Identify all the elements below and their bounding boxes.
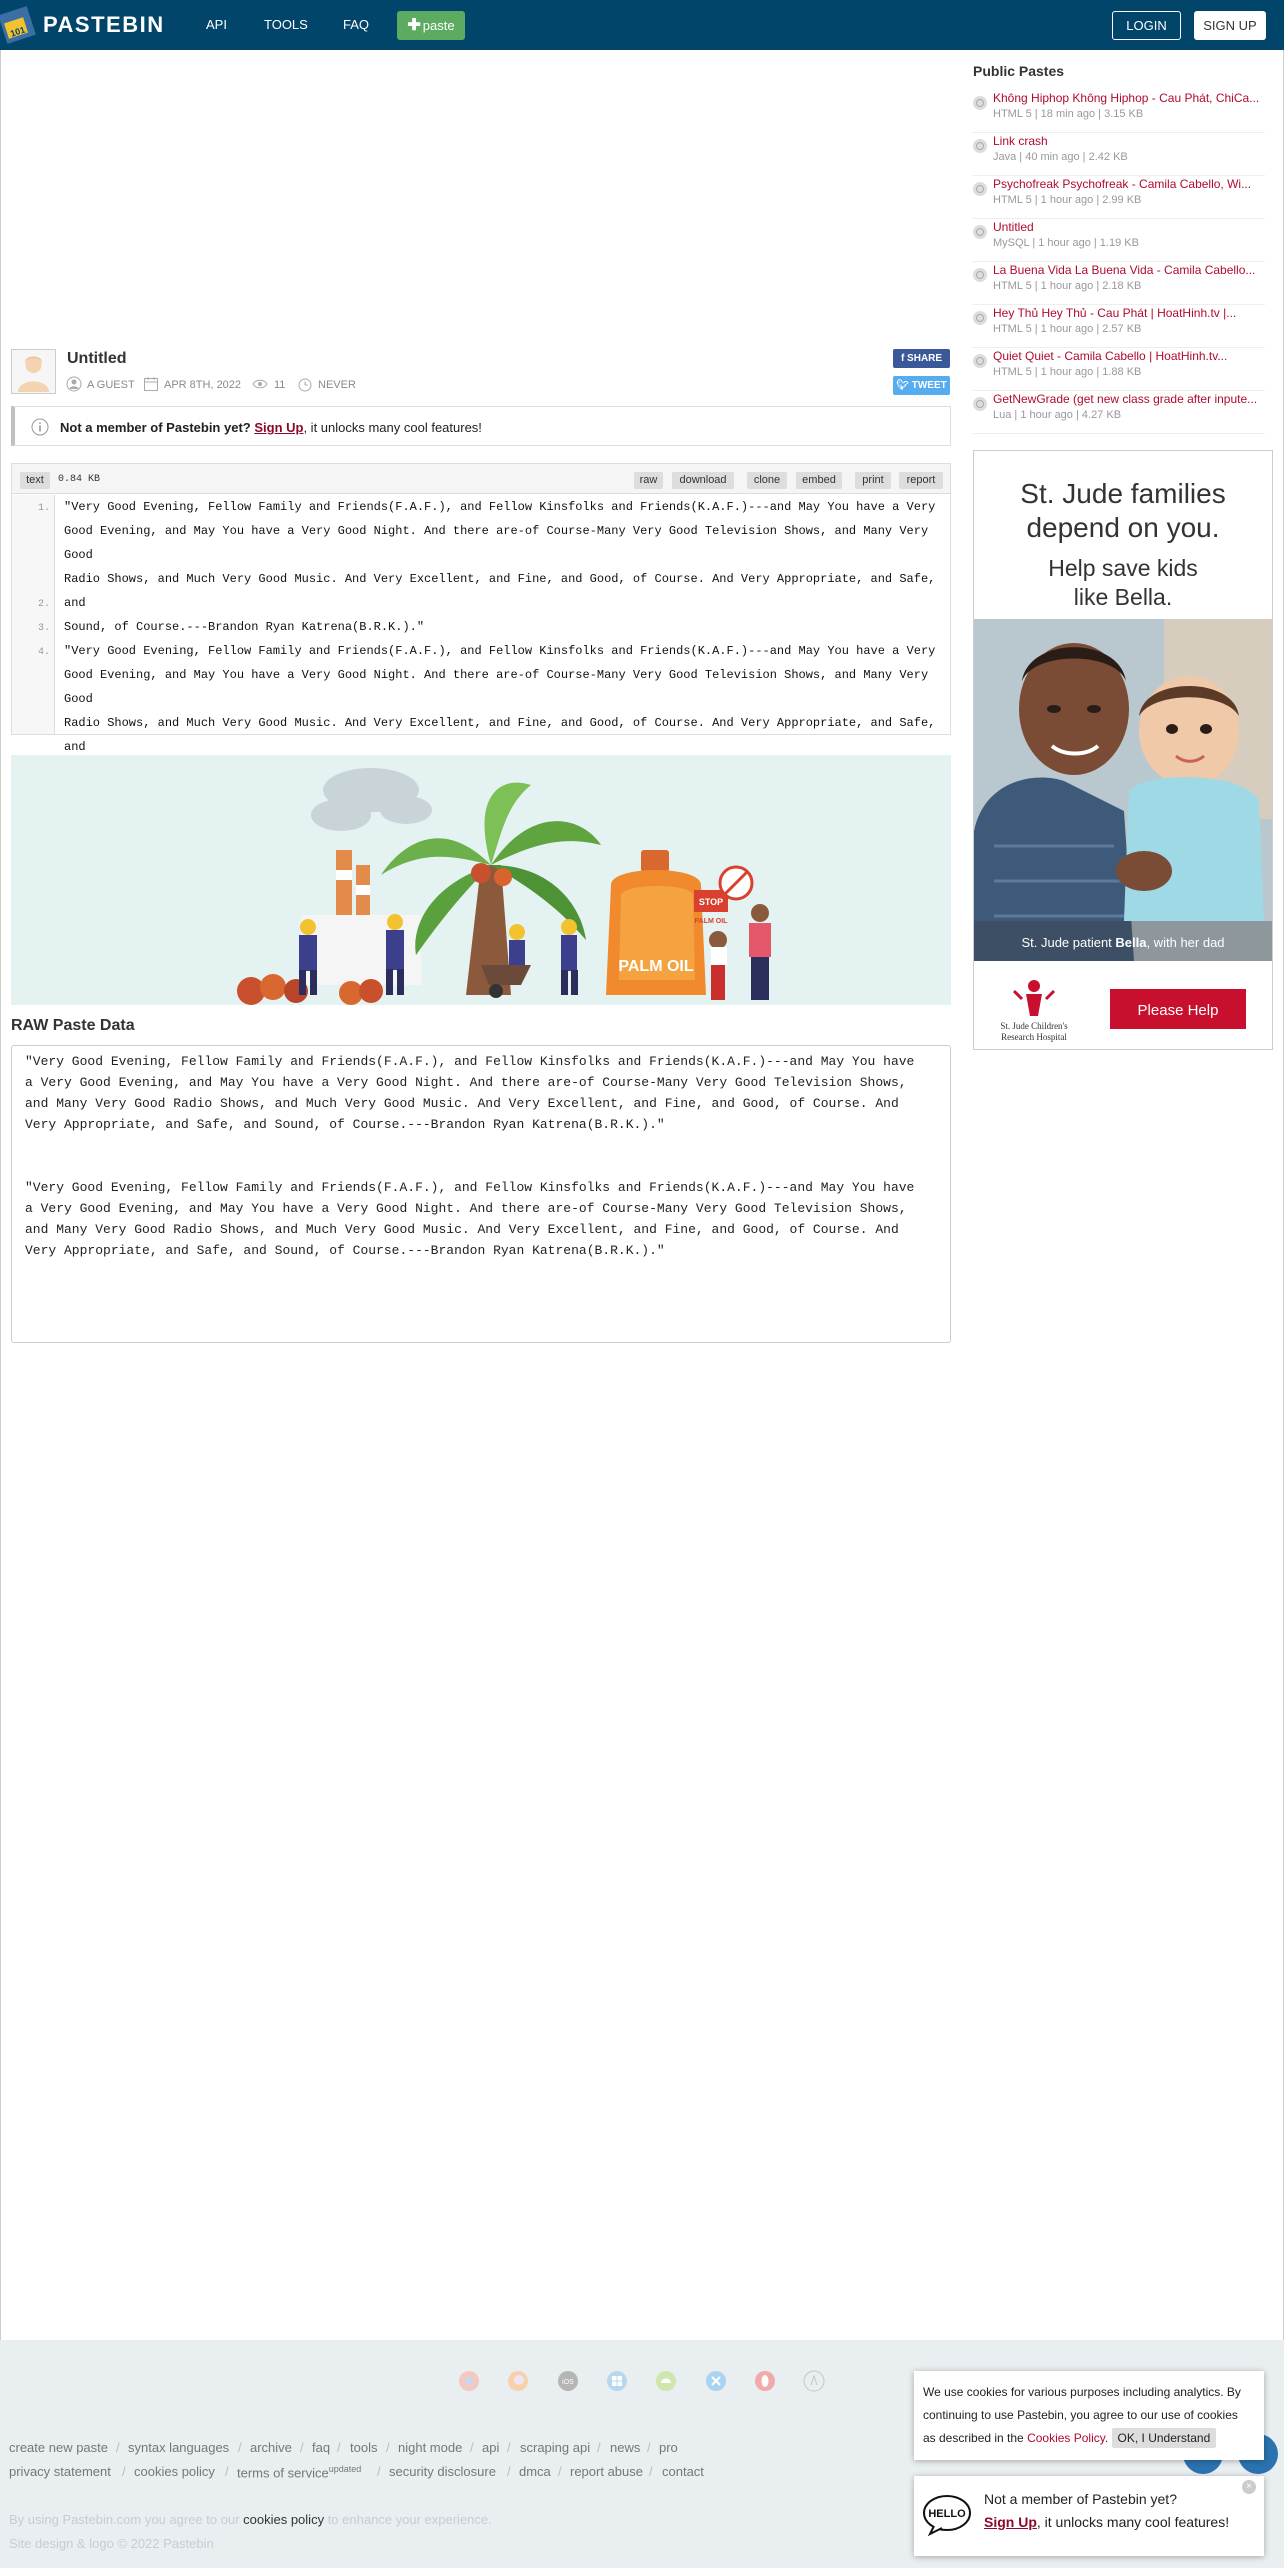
nav-tools[interactable]: TOOLS	[264, 17, 308, 32]
cookie-text-1: We use cookies for various purposes including analytics. By	[923, 2385, 1241, 2399]
footer-separator: /	[122, 2464, 126, 2479]
guest-avatar	[11, 349, 56, 394]
footer-separator: /	[507, 2464, 511, 2479]
code-text: "Very Good Evening, Fellow Family and Friends(F.A.F.), and Fellow Kinsfolks and Friends(K.A.F.)---and May You have a Very	[64, 644, 936, 658]
footer-news[interactable]: news	[610, 2440, 641, 2455]
footer-separator: /	[238, 2440, 242, 2455]
caption-name: Bella	[1115, 935, 1147, 950]
code-text: "Very Good Evening, Fellow Family and Friends(F.A.F.), and Fellow Kinsfolks and Friends(K.A.F.)---and May You have a Very	[64, 500, 936, 514]
footer-separator: /	[337, 2440, 341, 2455]
footer-separator: /	[647, 2440, 651, 2455]
user-icon	[66, 376, 82, 392]
info-icon	[31, 418, 49, 436]
footer-separator: /	[558, 2464, 562, 2479]
public-paste-title[interactable]: Quiet Quiet - Camila Cabello | HoatHinh.tv...	[993, 349, 1228, 363]
code-text: Sound, of Course.---Brandon Ryan Katrena(B.R.K.)."	[64, 620, 425, 634]
close-icon[interactable]: ×	[1242, 2480, 1256, 2494]
caption-suffix: , with her dad	[1146, 935, 1225, 950]
jug-label: PALM OIL	[618, 958, 694, 975]
terms-label: terms of service	[237, 2465, 329, 2481]
logo-text[interactable]: PASTEBIN	[43, 12, 165, 37]
raw-line: "Very Good Evening, Fellow Family and Friends(F.A.F.), and Fellow Kinsfolks and Friends(K.A.F.)---and May You have	[25, 1180, 915, 1195]
hello-badge-text: HELLO	[928, 2508, 966, 2520]
paste-views: 11	[274, 379, 286, 391]
public-paste-title[interactable]: GetNewGrade (get new class grade after inpute...	[993, 392, 1258, 406]
eye-icon	[252, 376, 268, 392]
code-text: Radio Shows, and Much Very Good Music. And Very Excellent, and Fine, and Good, of Course. And Very Appropriate, and Safe, and	[64, 572, 936, 610]
palm-oil-illustration	[11, 755, 951, 1005]
footer-report-abuse[interactable]: report abuse	[570, 2464, 643, 2479]
ad-sub-2: like Bella.	[1073, 584, 1173, 610]
ios-icon[interactable]	[557, 2370, 579, 2392]
footer-separator: /	[116, 2440, 120, 2455]
stjude-ad-artwork	[974, 451, 1272, 1049]
footer-terms-of-service[interactable]	[237, 2464, 361, 2480]
ad-cta-button[interactable]: Please Help	[1137, 1002, 1219, 1019]
line-number: 2.	[37, 599, 50, 610]
public-paste-item[interactable]	[973, 392, 1265, 434]
footer-separator: /	[649, 2464, 653, 2479]
footer-syntax-languages[interactable]: syntax languages	[128, 2440, 230, 2455]
paste-date: APR 8TH, 2022	[164, 379, 242, 391]
globe-icon	[973, 354, 987, 368]
line-number: 4.	[37, 647, 50, 658]
public-paste-meta: Lua | 1 hour ago | 4.27 KB	[993, 409, 1122, 421]
public-paste-item[interactable]	[973, 263, 1265, 305]
ad-sub-1: Help save kids	[1048, 555, 1198, 581]
pastebin-logo-icon[interactable]	[0, 4, 40, 44]
line-number: 3.	[37, 623, 50, 634]
public-paste-item[interactable]	[973, 349, 1265, 391]
ad-headline-2: depend on you.	[1026, 512, 1220, 543]
facebook-icon: f	[900, 353, 908, 364]
public-paste-meta: HTML 5 | 1 hour ago | 2.18 KB	[993, 280, 1142, 292]
footer-cookies-policy[interactable]: cookies policy	[134, 2464, 215, 2479]
top-header	[0, 0, 1284, 50]
chrome-icon[interactable]	[458, 2370, 480, 2392]
windows-icon[interactable]	[606, 2370, 628, 2392]
notice-signup-link[interactable]: Sign Up	[254, 420, 304, 435]
cookie-policy-link[interactable]: Cookies Policy	[1027, 2431, 1105, 2445]
ad-caption	[1021, 935, 1224, 950]
public-paste-meta: HTML 5 | 18 min ago | 3.15 KB	[993, 108, 1144, 120]
cookie-text: We use cookies for various purposes including analytics. By continuing to use Pastebin, you agree to our use of cookies as described in the Cookies Policy. OK, I Understand	[923, 2381, 1253, 2450]
code-text: Radio Shows, and Much Very Good Music. And Very Excellent, and Fine, and Good, of Course. And Very Appropriate, and Safe, and	[64, 716, 936, 754]
globe-icon	[973, 225, 987, 239]
calendar-icon	[143, 376, 159, 392]
raw-line: and Many Very Good Radio Shows, and Much Very Good Music. And Very Excellent, and Fine, and Good, of Course. And	[25, 1222, 899, 1237]
user-avatar-icon	[12, 350, 55, 393]
ad-org-2: Research Hospital	[1001, 1032, 1067, 1042]
notice-text	[60, 420, 482, 435]
raw-paste-heading: RAW Paste Data	[11, 1017, 135, 1034]
globe-icon	[973, 96, 987, 110]
globe-icon	[973, 139, 987, 153]
footer-separator: /	[300, 2440, 304, 2455]
public-paste-meta: MySQL | 1 hour ago | 1.19 KB	[993, 237, 1139, 249]
footer-night-mode[interactable]: night mode	[398, 2440, 463, 2455]
cookie-ok-button[interactable]: OK, I Understand	[1112, 2428, 1217, 2448]
public-paste-meta: Java | 40 min ago | 2.42 KB	[993, 151, 1128, 163]
public-paste-meta: HTML 5 | 1 hour ago | 2.57 KB	[993, 323, 1142, 335]
syntax-tag[interactable]: text	[20, 472, 50, 489]
hello-line-2	[984, 2514, 1229, 2530]
code-text: Good Evening, and May You have a Very Good Night. And there are-of Course-Many Very Good Television Shows, and Many Very Good	[64, 524, 929, 562]
code-text: Good Evening, and May You have a Very Good Night. And there are-of Course-Many Very Good Television Shows, and Many Very Good	[64, 668, 929, 706]
twitter-icon: 🐦︎	[896, 380, 912, 391]
android-icon[interactable]	[655, 2370, 677, 2392]
footer-copyright: Site design & logo © 2022 Pastebin	[9, 2536, 214, 2551]
hello-bubble-icon	[922, 2494, 972, 2536]
paste-title: Untitled	[67, 350, 127, 367]
raw-paste-textarea[interactable]	[11, 1045, 951, 1343]
code-viewer	[11, 463, 951, 754]
public-paste-item[interactable]	[973, 134, 1265, 176]
public-paste-title[interactable]: La Buena Vida La Buena Vida - Camila Cabello...	[993, 263, 1256, 277]
opera-icon[interactable]	[754, 2370, 776, 2392]
agree-prefix: By using Pastebin.com you agree to our	[9, 2512, 244, 2527]
cookie-text-3: as described in the	[923, 2431, 1028, 2445]
footer-separator: /	[597, 2440, 601, 2455]
stop-sign-label: STOP	[698, 897, 724, 907]
line-number: 1.	[37, 503, 50, 514]
twitter-tweet-button[interactable]	[893, 376, 950, 395]
ad-headline-1: St. Jude families	[1020, 478, 1226, 509]
line-number-gutter	[12, 495, 55, 734]
public-pastes-heading: Public Pastes	[973, 63, 1065, 79]
footer-separator: /	[386, 2440, 390, 2455]
footer-agreement	[9, 2512, 492, 2527]
raw-button[interactable]: raw	[634, 472, 663, 489]
globe-icon	[973, 311, 987, 325]
paste-size: 0.84 KB	[58, 474, 101, 485]
notice-rest: , it unlocks many cool features!	[303, 420, 482, 435]
footer-dmca[interactable]: dmca	[519, 2464, 551, 2479]
public-paste-item[interactable]	[973, 220, 1265, 262]
public-paste-item[interactable]	[973, 91, 1265, 133]
footer-separator: /	[377, 2464, 381, 2479]
svg-text:iOS: iOS	[562, 2379, 574, 2386]
report-button[interactable]: report	[899, 472, 943, 489]
stop-sign-sublabel: PALM OIL	[694, 918, 728, 925]
hello-rest: , it unlocks many cool features!	[1036, 2514, 1230, 2530]
raw-line: a Very Good Evening, and May You have a Very Good Night. And there are-of Course-Many Very Good Television Shows,	[25, 1201, 907, 1216]
caption-prefix: St. Jude patient	[1021, 935, 1116, 950]
print-button[interactable]: print	[855, 472, 891, 489]
footer-faq[interactable]: faq	[312, 2440, 331, 2455]
code-toolbar	[12, 464, 950, 494]
agree-suffix: to enhance your experience.	[324, 2512, 492, 2527]
signup-button[interactable]: SIGN UP	[1194, 11, 1266, 40]
stjude-ad[interactable]	[973, 450, 1273, 1050]
footer-archive[interactable]: archive	[250, 2440, 292, 2455]
signup-popup	[914, 2476, 1264, 2556]
cookie-text-2: continuing to use Pastebin, you agree to our use of cookies	[923, 2408, 1238, 2422]
public-paste-title[interactable]: Link crash	[993, 134, 1048, 148]
share-label: SHARE	[907, 353, 943, 364]
footer-separator: /	[225, 2464, 229, 2479]
signup-notice	[11, 406, 951, 446]
public-paste-item[interactable]	[973, 177, 1265, 219]
paste-author[interactable]: A GUEST	[87, 379, 135, 391]
public-paste-title[interactable]: Không Hiphop Không Hiphop - Cau Phát, ChiCa...	[993, 91, 1260, 105]
clone-button[interactable]: clone	[747, 472, 787, 489]
footer-separator: /	[470, 2440, 474, 2455]
raw-line: and Many Very Good Radio Shows, and Much Very Good Music. And Very Excellent, and Fine, and Good, of Course. And	[25, 1096, 899, 1111]
new-paste-button[interactable]	[397, 11, 465, 40]
raw-line: Very Appropriate, and Safe, and Sound, of Course.---Brandon Ryan Katrena(B.R.K.)."	[25, 1117, 665, 1132]
download-button[interactable]: download	[672, 472, 734, 489]
raw-line: Very Appropriate, and Safe, and Sound, of Course.---Brandon Ryan Katrena(B.R.K.)."	[25, 1243, 665, 1258]
tweet-label: TWEET	[911, 380, 947, 391]
plus-icon: ✚	[407, 17, 421, 34]
paste-expiry: NEVER	[318, 379, 356, 391]
notice-bold: Not a member of Pastebin yet?	[60, 420, 251, 435]
hello-signup-link[interactable]: Sign Up	[984, 2514, 1037, 2530]
embed-button[interactable]: embed	[796, 472, 842, 489]
globe-icon	[973, 182, 987, 196]
nav-faq[interactable]: FAQ	[343, 17, 370, 32]
footer-privacy-statement[interactable]: privacy statement	[9, 2464, 111, 2479]
firefox-icon[interactable]	[507, 2370, 529, 2392]
login-button[interactable]: LOGIN	[1112, 11, 1181, 40]
public-paste-meta: HTML 5 | 1 hour ago | 2.99 KB	[993, 194, 1142, 206]
clock-icon	[297, 376, 313, 392]
footer-agree-cookies-link[interactable]: cookies policy	[243, 2512, 325, 2527]
footer-separator: /	[507, 2440, 511, 2455]
public-paste-title[interactable]: Untitled	[993, 220, 1034, 234]
svg-text:101: 101	[9, 24, 27, 39]
ad-banner[interactable]	[11, 755, 951, 1005]
footer-api[interactable]: api	[482, 2440, 500, 2455]
globe-icon	[973, 268, 987, 282]
footer-create-new-paste[interactable]: create new paste	[9, 2440, 109, 2455]
x-social-icon[interactable]	[705, 2370, 727, 2392]
paste-button-label: paste	[422, 18, 455, 33]
footer-contact[interactable]: contact	[662, 2464, 704, 2479]
footer-scraping-api[interactable]: scraping api	[520, 2440, 591, 2455]
footer-pro[interactable]: pro	[659, 2440, 678, 2455]
public-paste-meta: HTML 5 | 1 hour ago | 1.88 KB	[993, 366, 1142, 378]
facebook-share-button[interactable]	[893, 349, 950, 368]
sublime-icon[interactable]	[803, 2370, 825, 2392]
cookie-consent-popup	[914, 2371, 1264, 2460]
raw-line: "Very Good Evening, Fellow Family and Friends(F.A.F.), and Fellow Kinsfolks and Friends(K.A.F.)---and May You have	[25, 1054, 915, 1069]
public-paste-title[interactable]: Psychofreak Psychofreak - Camila Cabello, Wi...	[993, 177, 1252, 191]
raw-line: a Very Good Evening, and May You have a Very Good Night. And there are-of Course-Many Very Good Television Shows,	[25, 1075, 907, 1090]
hello-line-1: Not a member of Pastebin yet?	[984, 2491, 1177, 2507]
nav-api[interactable]: API	[206, 17, 227, 32]
footer-tools[interactable]: tools	[350, 2440, 378, 2455]
globe-icon	[973, 397, 987, 411]
ad-org-1: St. Jude Children's	[1000, 1021, 1068, 1031]
terms-updated-sup: updated	[328, 2464, 362, 2474]
footer-security-disclosure[interactable]: security disclosure	[389, 2464, 496, 2479]
public-paste-title[interactable]: Hey Thủ Hey Thủ - Cau Phát | HoatHinh.tv |...	[993, 306, 1237, 320]
code-line	[64, 495, 944, 639]
public-paste-item[interactable]	[973, 306, 1265, 348]
